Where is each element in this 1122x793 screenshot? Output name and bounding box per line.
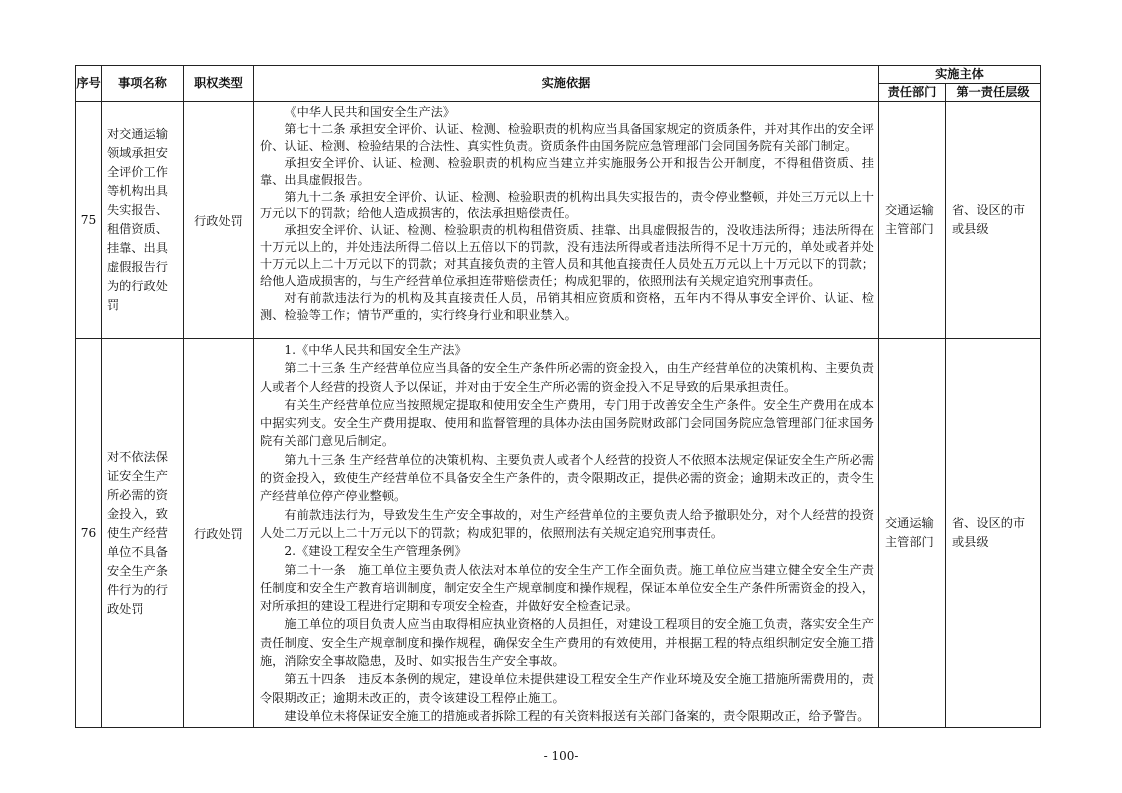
row-name: 对不依法保证安全生产所必需的资金投入，致使生产经营单位不具备安全生产条件行为的行政处罚 [102,339,184,728]
power-list-table [75,65,1041,728]
basis-para: 承担安全评价、认证、检测、检验职责的机构租借资质、挂靠、出具虚假报告的，没收违法所得；违法所得在十万元以上的，并处违法所得二倍以上五倍以下的罚款，没有违法所得或者违法所得不足十万元的，单处或者并处十万元以上二十万元以下的罚款；对其直接负责的主管人员和其他直接责任人员处五万元以上十万元以下的罚款；给他人造成损害的，与生产经营单位承担连带赔偿责任；构成犯罪的，依照刑法有关规定追究刑事责任。 [260,223,874,289]
basis-para: 有关生产经营单位应当按照规定提取和使用安全生产费用，专门用于改善安全生产条件。安全生产费用在成本中据实列支。安全生产费用提取、使用和监督管理的具体办法由国务院财政部门会同国务院应急管理部门征求国务院有关部门意见后制定。 [260,397,874,449]
table-row [76,102,1041,339]
row-basis [254,102,879,339]
header-type: 职权类型 [184,66,254,102]
basis-para: 第九十二条 承担安全评价、认证、检测、检验职责的机构出具失实报告的，责令停业整顿，并处三万元以上十万元以下的罚款；给他人造成损害的，依法承担赔偿责任。 [260,189,874,221]
header-name: 事项名称 [102,66,184,102]
row-type: 行政处罚 [184,339,254,728]
row-no: 75 [76,102,102,339]
basis-para: 第九十三条 生产经营单位的决策机构、主要负责人或者个人经营的投资人不依照本法规定保证安全生产所必需的资金投入，致使生产经营单位不具备安全生产条件的，责令限期改正，提供必需的资金；逾期未改正的，责令生产经营单位停产停业整顿。 [260,452,874,504]
basis-para: 第二十三条 生产经营单位应当具备的安全生产条件所必需的资金投入，由生产经营单位的决策机构、主要负责人或者个人经营的投资人予以保证，并对由于安全生产所必需的资金投入不足导致的后果承担责任。 [260,361,874,394]
header-basis: 实施依据 [254,66,879,102]
basis-para: 承担安全评价、认证、检测、检验职责的机构应当建立并实施服务公开和报告公开制度，不得租借资质、挂靠、出具虚假报告。 [260,155,874,187]
row-no: 76 [76,339,102,728]
row-dept: 交通运输主管部门 [879,102,946,339]
row-level: 省、设区的市或县级 [946,102,1041,339]
header-no: 序号 [76,66,102,102]
basis-para: 对有前款违法行为的机构及其直接责任人员，吊销其相应资质和资格，五年内不得从事安全评价、认证、检测、检验等工作；情节严重的，实行终身行业和职业禁入。 [260,290,874,322]
page-number: - 100- [543,749,579,763]
basis-para: 有前款违法行为，导致发生生产安全事故的，对生产经营单位的主要负责人给予撤职处分，对个人经营的投资人处二万元以上二十万元以下的罚款；构成犯罪的，依照刑法有关规定追究刑事责任。 [260,507,874,540]
header-level: 第一责任层级 [946,84,1041,102]
basis-para: 《中华人民共和国安全生产法》 [284,105,456,119]
header-dept: 责任部门 [879,84,946,102]
basis-para: 第二十一条 施工单位主要负责人依法对本单位的安全生产工作全面负责。施工单位应当建立健全安全生产责任制度和安全生产教育培训制度，制定安全生产规章制度和操作规程，保证本单位安全生产条件所需资金的投入，对所承担的建设工程进行定期和专项安全检查，并做好安全检查记录。 [260,562,874,614]
table-row [76,339,1041,728]
basis-para: 第五十四条 违反本条例的规定，建设单位未提供建设工程安全生产作业环境及安全施工措施所需费用的，责令限期改正；逾期未改正的，责令该建设工程停止施工。 [260,672,874,705]
header-subject: 实施主体 [879,66,1041,84]
header-row [76,66,1041,84]
basis-para: 1.《中华人民共和国安全生产法》 [284,343,467,357]
basis-para: 施工单位的项目负责人应当由取得相应执业资格的人员担任，对建设工程项目的安全施工负责，落实安全生产责任制度、安全生产规章制度和操作规程，确保安全生产费用的有效使用，并根据工程的特点组织制定安全施工措施，消除安全事故隐患，及时、如实报告生产安全事故。 [260,617,874,669]
row-dept: 交通运输主管部门 [879,339,946,728]
basis-para: 第七十二条 承担安全评价、认证、检测、检验职责的机构应当具备国家规定的资质条件，并对其作出的安全评价、认证、检测、检验结果的合法性、真实性负责。资质条件由国务院应急管理部门会同国务院有关部门制定。 [260,121,874,153]
row-level: 省、设区的市或县级 [946,339,1041,728]
row-name: 对交通运输领域承担安全评价工作等机构出具失实报告、租借资质、挂靠、出具虚假报告行为的行政处罚 [102,102,184,339]
basis-para: 建设单位未将保证安全施工的措施或者拆除工程的有关资料报送有关部门备案的，责令限期改正，给予警告。 [284,708,870,723]
basis-para: 2.《建设工程安全生产管理条例》 [284,544,467,559]
row-basis [254,339,879,728]
row-type: 行政处罚 [184,102,254,339]
